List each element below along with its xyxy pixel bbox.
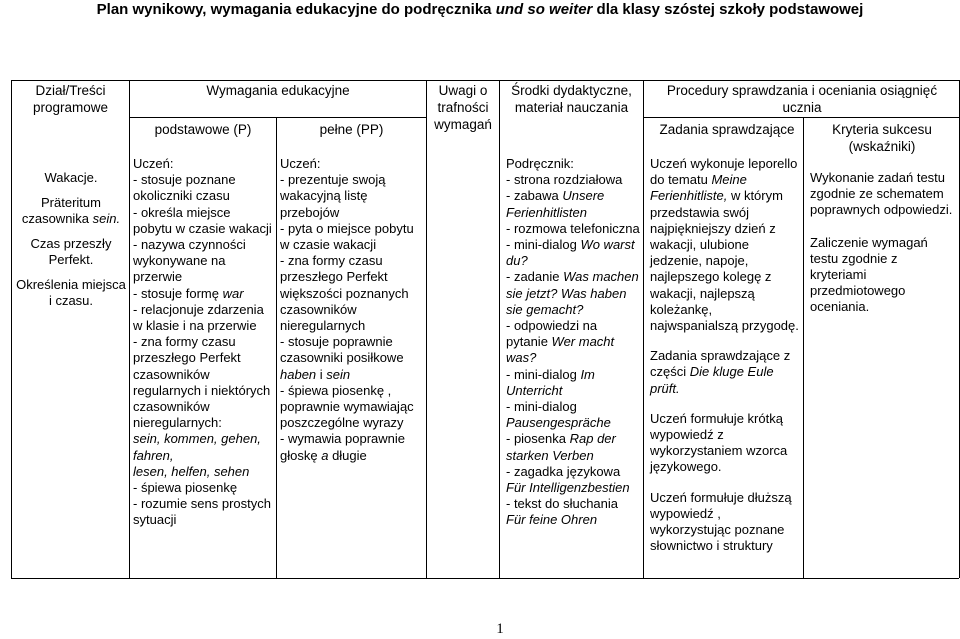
subheader-divider-procedury [643,117,959,118]
col-border [426,80,427,578]
dzial-topic: Wakacje. [44,170,98,185]
list-item: - określa miejsce pobytu w czasie wakacji [133,204,272,236]
list-item: - relacjonuje zdarzenia w klasie i na przerwie [133,301,264,334]
header-procedury: Procedury sprawdzania i oceniania osiągnięć ucznia [666,83,938,115]
header-srodki: Środki dydaktyczne, materiał nauczania [511,83,632,115]
col-border [499,80,500,578]
header-kryteria: Kryteria sukcesu (wskaźniki) [832,122,932,154]
list-item: haben i sein [280,366,351,382]
list-item: - zagadka językowa Für Intelligenzbestien [506,463,630,496]
pelne-heading: Uczeń: [280,156,321,171]
dzial-cell [14,170,128,310]
dzial-grammar-1: Präteritum [41,194,101,210]
list-item: - zna formy czasu przeszłego Perfekt czasowników regularnych i niektórych czasowników nieregularnych: [133,334,271,431]
list-item: - stosuje poznane okoliczniki czasu [133,172,236,204]
col-border-left [11,80,12,578]
list-item: - prezentuje swoją wakacyjną listę przebojów [280,172,386,220]
dzial-grammar-2: Czas przeszły Perfekt. [30,235,112,267]
kryteria-paragraph: Wykonanie zadań testu zgodnie ze schematem poprawnych odpowiedzi. [810,170,953,218]
list-item: - strona rozdziałowa [506,172,623,188]
zadania-paragraph: Uczeń wykonuje leporello do tematu Meine Ferienhitliste, w którym przedstawia swój najpiękniejszy dzień z wakacji, ulubione jedzenie, napoje, najlepszego kolegę z wakacji, najlepszą koleżankę, najwspanialszą przygodę. [650,156,799,334]
list-item: - pyta o miejsce pobytu w czasie wakacji [280,220,414,253]
list-item: lesen, helfen, sehen [133,463,250,479]
list-item: - śpiewa piosenkę , poprawnie wymawiając poszczególne wyrazy [280,382,414,431]
col-border [276,117,277,578]
page-number: 1 [496,621,504,637]
list-item: - nazywa czynności wykonywane na przerwie [133,237,246,285]
header-podstawowe: podstawowe (P) [154,122,252,137]
list-item: - mini-dialog Im Unterricht [506,366,595,398]
zadania-paragraph: Uczeń formułuje dłuższą wypowiedź , wykorzystując poznane słownictwo i struktury [650,489,792,554]
zadania-cell [650,156,800,554]
list-item: - stosuje formę war [133,285,244,301]
col-border [129,80,130,578]
list-item: - rozumie sens prostych sytuacji [133,496,271,528]
list-item: - zabawa Unsere Ferienhitlisten [506,188,605,220]
list-item: - mini-dialog Wo warst du? [506,237,635,269]
srodki-heading: Podręcznik: [506,156,574,171]
list-item: - rozmowa telefoniczna [506,220,640,236]
dzial-grammar-1b: czasownika sein. [21,211,121,226]
col-border [643,80,644,578]
dzial-grammar-3: Określenia miejsca i czasu. [16,276,126,308]
list-item: - stosuje poprawnie czasowniki posiłkowe [280,334,404,366]
subheader-divider-wymagania [129,117,426,118]
header-zadania: Zadania sprawdzające [659,122,795,137]
header-pelne: pełne (PP) [319,122,384,137]
list-item: sein, kommen, gehen, fahren, [133,431,261,463]
zadania-paragraph: Uczeń formułuje krótką wypowiedź z wykorzystaniem wzorca językowego. [650,410,788,475]
srodki-cell [506,156,640,529]
list-item: - tekst do słuchania Für feine Ohren [506,496,619,528]
list-item: - mini-dialog Pausengespräche [506,399,611,431]
podstawowe-cell [133,156,273,529]
list-item: - piosenka Rap der starken Verben [506,431,616,463]
col-border [803,117,804,578]
list-item: - wymawia poprawnie głoskę a długie [280,431,405,463]
list-item: - śpiewa piosenkę [133,480,238,496]
zadania-paragraph: Zadania sprawdzające z części Die kluge Eule prüft. [650,348,791,396]
list-item: - zadanie Was machen sie jetzt? Was haben sie gemacht? [506,269,639,317]
header-wymagania: Wymagania edukacyjne [206,83,350,98]
pelne-cell [280,156,424,464]
table-top-border [11,80,959,81]
podstawowe-heading: Uczeń: [133,156,174,171]
header-dzial: Dział/Treści programowe [32,83,109,115]
list-item: - zna formy czasu przeszłego Perfekt większości poznanych czasowników nieregularnych [280,253,409,334]
page-title: Plan wynikowy, wymagania edukacyjne do podręcznika und so weiter dla klasy szóstej szkoły podstawowej [96,1,864,18]
header-uwagi: Uwagi o trafności wymagań [434,83,492,132]
kryteria-paragraph: Zaliczenie wymagań testu zgodnie z kryteriami przedmiotowego oceniania. [810,234,928,315]
list-item: - odpowiedzi na pytanie Wer macht was? [506,318,615,366]
table-bottom-border [11,578,959,579]
kryteria-cell [810,170,956,316]
